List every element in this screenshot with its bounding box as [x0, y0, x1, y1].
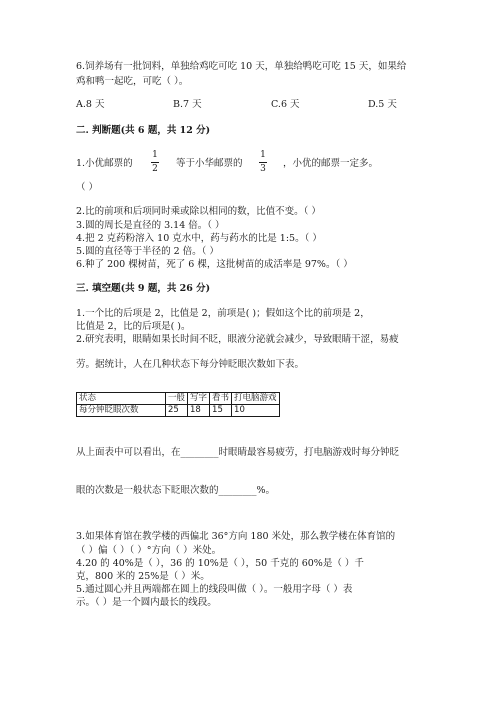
fill-q2-line-3: 从上面表中可以看出，在________时眼睛最容易疲劳，打电脑游戏时每分钟眨 [76, 447, 400, 458]
q6-line-2: 鸡和鸭一起吃，可吃（ ）。 [76, 76, 189, 87]
table-cell: 一般 [166, 393, 188, 405]
fraction-numerator: 1 [260, 150, 266, 160]
q6-option-d: D.5 天 [368, 99, 397, 110]
fill-q2-line-4: 眼的次数是一般状态下眨眼次数的________%。 [76, 485, 276, 496]
table-cell: 25 [166, 405, 188, 417]
fill-q1-line-2: 比值是 2，比的后项是( )。 [76, 321, 191, 332]
fill-q2-line-2: 劳。据统计，人在几种状态下每分钟眨眼次数如下表。 [76, 359, 305, 370]
section-2-heading: 二. 判断题(共 6 题，共 12 分) [76, 125, 211, 136]
fill-q1-line-1: 1.一个比的后项是 2，比值是 2，前项是( )；假如这个比的前项是 2， [76, 308, 370, 319]
judge-q1-paren: （ ） [76, 182, 99, 193]
table-row [77, 405, 280, 417]
table-cell: 看书 [210, 393, 232, 405]
fill-q5-line-1: 5.通过圆心并且两端都在圆上的线段叫做（ ）。一般用字母（ ）表 [76, 584, 353, 595]
judge-q1-mid: 等于小华邮票的 [176, 158, 243, 169]
fill-q4-line-1: 4.20 的 40%是（ ），36 的 10%是（ ），50 千克的 60%是（ ）千 [76, 558, 364, 569]
fill-q3-line-2: （ ）偏（ ）（ ）°方向（ ）米处。 [76, 545, 222, 556]
table-cell: 18 [188, 405, 210, 417]
judge-q1-fraction-1 [151, 151, 159, 174]
fraction-bar [259, 162, 267, 163]
q6-option-c: C.6 天 [271, 99, 300, 110]
table-cell: 15 [210, 405, 232, 417]
table-cell: 10 [232, 405, 280, 417]
q6-option-a: A.8 天 [76, 99, 105, 110]
judge-q1-post: ，小优的邮票一定多。 [283, 158, 379, 169]
table-cell: 状态 [77, 393, 166, 405]
judge-q5: 5.圆的直径等于半径的 2 倍。（ ） [76, 246, 219, 257]
fill-q5-line-2: 示。（ ）是一个圆内最长的线段。 [76, 597, 217, 608]
q6-line-1: 6.饲养场有一批饲料，单独给鸡吃可吃 10 天，单独给鸭吃可吃 15 天，如果给 [76, 61, 407, 72]
fraction-denominator: 2 [152, 164, 158, 174]
judge-q1-pre: 1.小优邮票的 [76, 158, 133, 169]
q6-option-b: B.7 天 [173, 99, 202, 110]
fill-q4-line-2: 克，800 米的 25%是（ ）米。 [76, 571, 210, 582]
fraction-numerator: 1 [152, 150, 158, 160]
fill-q2-line-1: 2.研究表明，眼睛如果长时间不眨，眼液分泌就会减少，导致眼睛干涩，易疲 [76, 334, 399, 345]
table-cell: 打电脑游戏 [232, 393, 280, 405]
table-header-row [77, 393, 280, 405]
judge-q3: 3.圆的周长是直径的 3.14 倍。（ ） [76, 220, 225, 231]
fill-q3-line-1: 3.如果体育馆在教学楼的西偏北 36°方向 180 米处，那么教学楼在体育馆的 [76, 531, 396, 542]
table-cell: 每分钟眨眼次数 [77, 405, 166, 417]
judge-q4: 4.把 2 克药粉溶入 10 克水中，药与药水的比是 1:5。（ ） [76, 233, 322, 244]
section-3-heading: 三. 填空题(共 9 题，共 26 分) [76, 283, 211, 294]
judge-q6: 6.种了 200 棵树苗，死了 6 棵，这批树苗的成活率是 97%。（ ） [76, 259, 353, 270]
blink-rate-table [76, 392, 280, 417]
fraction-bar [151, 162, 159, 163]
table-cell: 写字 [188, 393, 210, 405]
fraction-denominator: 3 [260, 164, 266, 174]
judge-q2: 2.比的前项和后项同时乘或除以相同的数，比值不变。（ ） [76, 206, 321, 217]
judge-q1-fraction-2 [259, 151, 267, 174]
